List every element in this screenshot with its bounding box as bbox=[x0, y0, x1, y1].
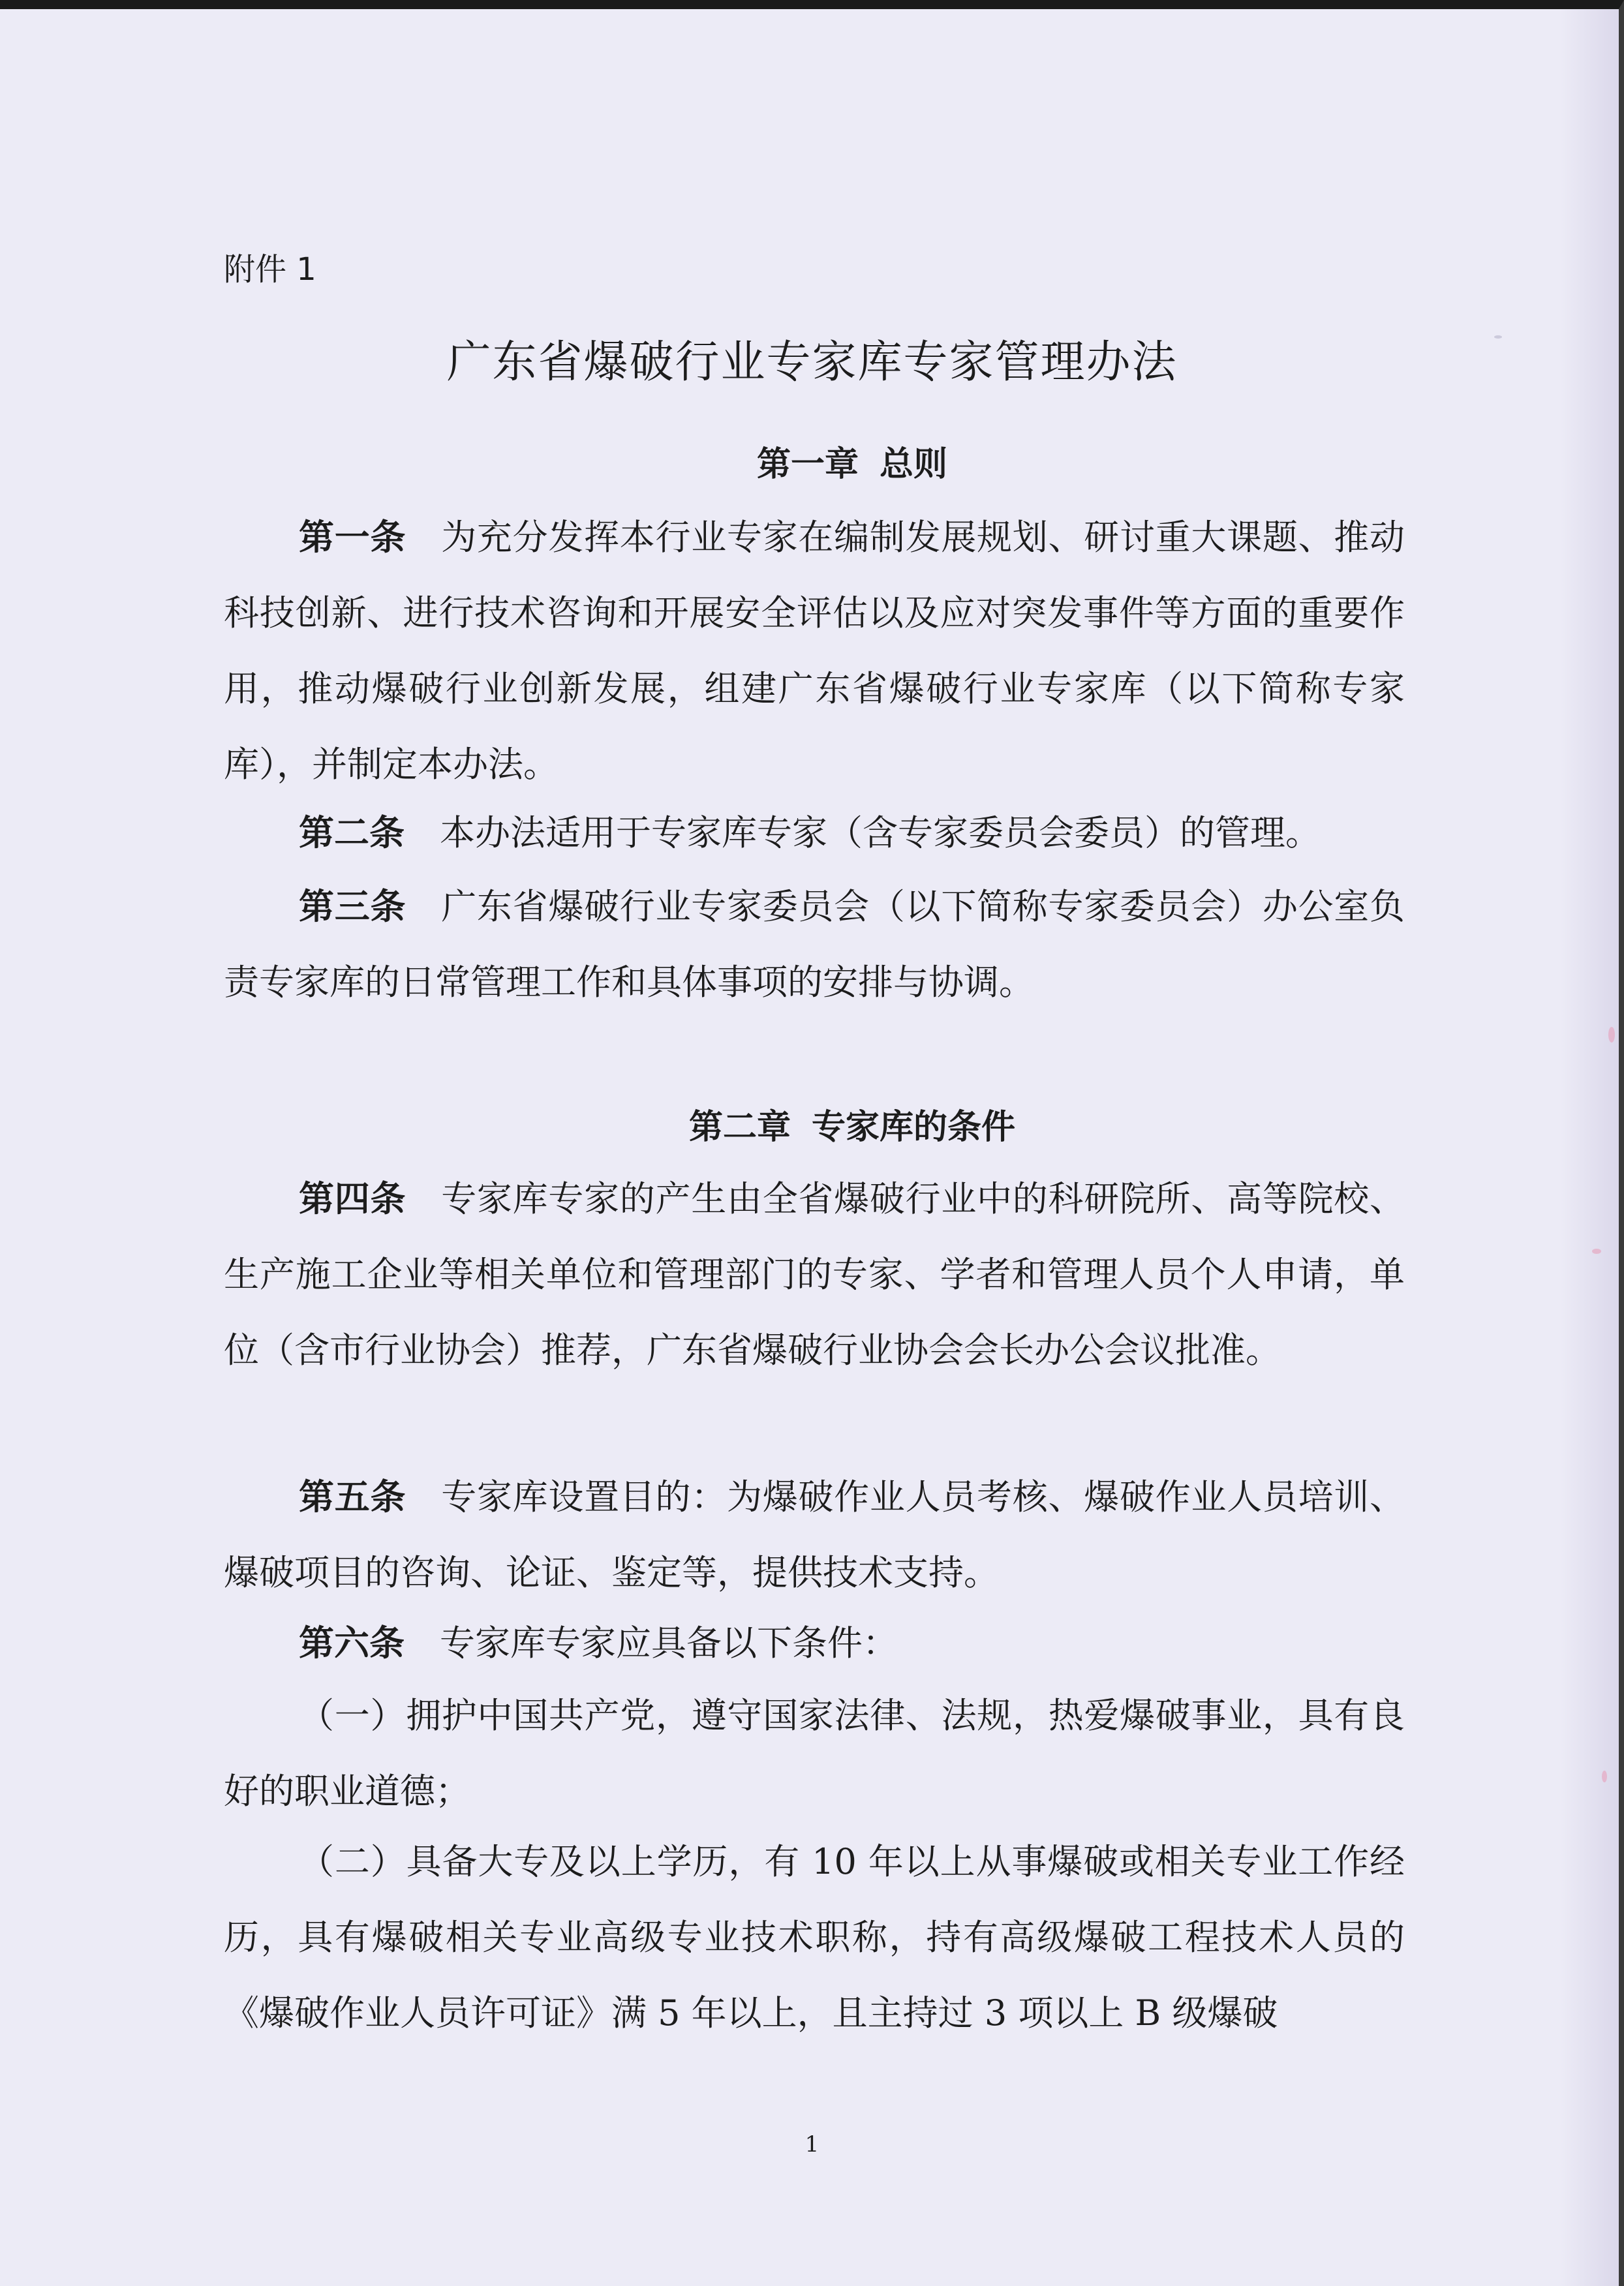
chapter-name: 专家库的条件 bbox=[812, 1108, 1016, 1147]
article-text: 专家库专家的产生由全省爆破行业中的科研院所、高等院校、生产施工企业等相关单位和管理部门的专家、学者和管理人员个人申请，单位（含市行业协会）推荐，广东省爆破行业协会会长办公会议批准。 bbox=[224, 1178, 1405, 1371]
article-text: 广东省爆破行业专家委员会（以下简称专家委员会）办公室负责专家库的日常管理工作和具体事项的安排与协调。 bbox=[224, 886, 1405, 1003]
chapter-number: 第二章 bbox=[688, 1108, 791, 1147]
page-number: 1 bbox=[804, 2131, 820, 2157]
chapter-number: 第一章 bbox=[756, 445, 859, 484]
article-5 bbox=[224, 1459, 1405, 1611]
attachment-label: 附件 1 bbox=[224, 251, 316, 288]
article-label: 第二条 bbox=[299, 812, 405, 853]
article-4 bbox=[224, 1161, 1405, 1388]
chapter-heading-2 bbox=[0, 1108, 1624, 1147]
article-text: 专家库设置目的：为爆破作业人员考核、爆破作业人员培训、爆破项目的咨询、论证、鉴定等，提供技术支持。 bbox=[224, 1476, 1405, 1593]
scan-speck bbox=[1494, 335, 1502, 339]
article-label: 第六条 bbox=[299, 1623, 405, 1664]
scan-speck bbox=[1602, 1771, 1607, 1782]
article-text: 为充分发挥本行业专家在编制发展规划、研讨重大课题、推动科技创新、进行技术咨询和开展安全评估以及应对突发事件等方面的重要作用，推动爆破行业创新发展，组建广东省爆破行业专家库（以下简称专家库），并制定本办法。 bbox=[224, 517, 1405, 785]
article-3 bbox=[224, 869, 1405, 1020]
scan-speck bbox=[1608, 1027, 1615, 1043]
article-label: 第一条 bbox=[299, 517, 406, 558]
article-text: 本办法适用于专家库专家（含专家委员会委员）的管理。 bbox=[440, 812, 1321, 853]
article-label: 第三条 bbox=[299, 886, 406, 927]
document-title: 广东省爆破行业专家库专家管理办法 bbox=[446, 337, 1178, 388]
article-text: 专家库专家应具备以下条件： bbox=[440, 1623, 898, 1664]
chapter-name: 总则 bbox=[880, 445, 948, 484]
article-2 bbox=[224, 795, 1405, 871]
article-1 bbox=[224, 500, 1405, 802]
article-label: 第四条 bbox=[299, 1178, 406, 1219]
condition-item-1: （一）拥护中国共产党，遵守国家法律、法规，热爱爆破事业，具有良好的职业道德； bbox=[224, 1695, 1405, 1812]
scan-speck bbox=[1592, 1249, 1601, 1254]
chapter-heading-1 bbox=[0, 445, 1624, 484]
article-label: 第五条 bbox=[299, 1476, 406, 1517]
article-6 bbox=[224, 1606, 1405, 1681]
condition-item-2: （二）具备大专及以上学历，有 10 年以上从事爆破或相关专业工作经历，具有爆破相关专业高级专业技术职称，持有高级爆破工程技术人员的《爆破作业人员许可证》满 5 年以上，且主持过 3 项以上 B 级爆破 bbox=[224, 1841, 1405, 2034]
